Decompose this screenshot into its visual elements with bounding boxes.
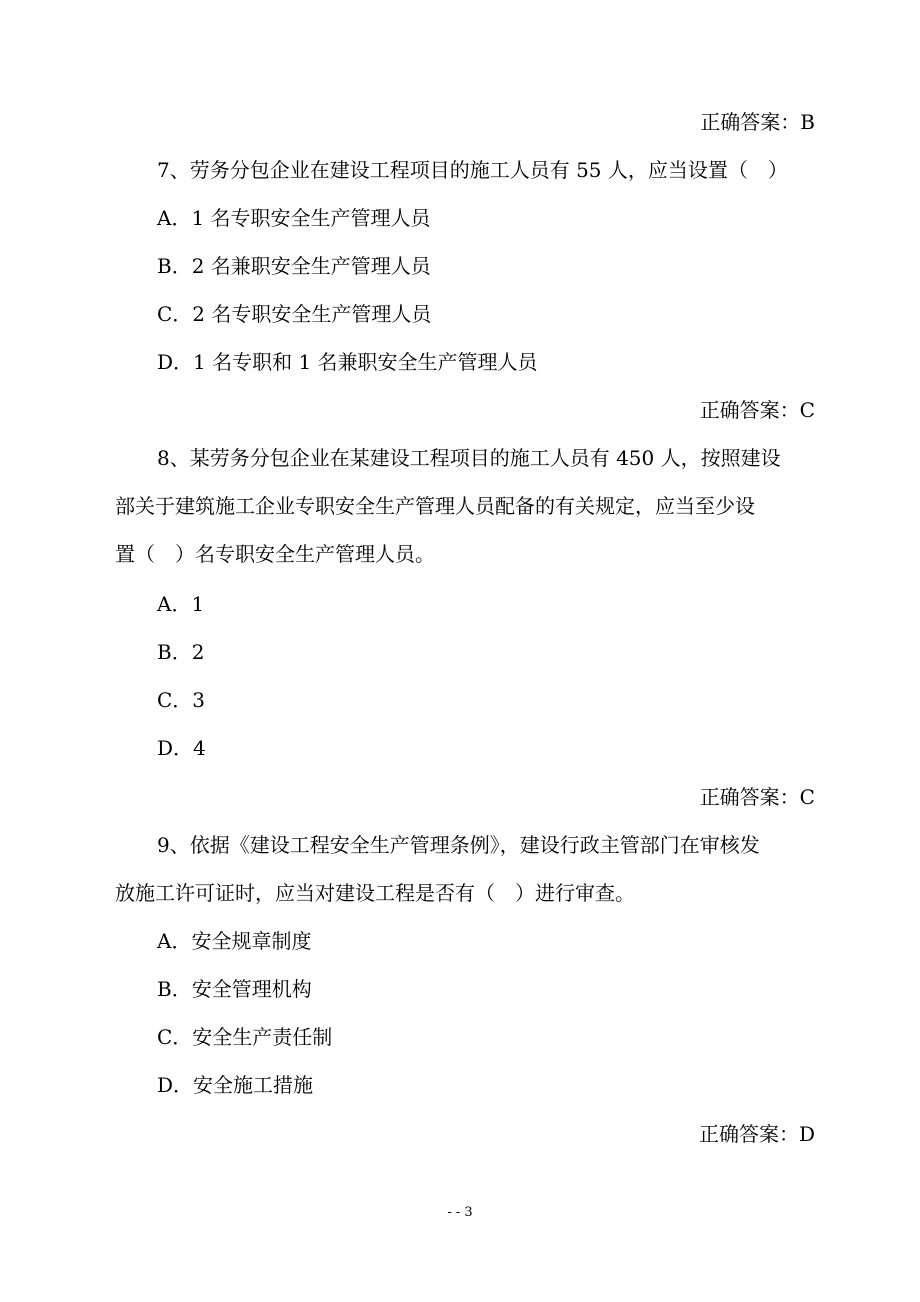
question-8-option-a: A．1 (157, 592, 205, 616)
answer-q9: 正确答案：D (698, 1122, 815, 1146)
question-9-stem-line-1: 9、依据《建设工程安全生产管理条例》，建设行政主管部门在审核发 (157, 833, 760, 857)
question-9-stem-line-2: 放施工许可证时，应当对建设工程是否有（ ）进行审查。 (115, 881, 635, 905)
question-9-option-d: D．安全施工措施 (157, 1073, 314, 1097)
answer-q8: 正确答案：C (699, 785, 815, 809)
question-7-stem: 7、劳务分包企业在建设工程项目的施工人员有 55 人，应当设置（ ） (157, 158, 788, 182)
question-8-option-b: B．2 (157, 640, 205, 664)
question-9-option-b: B．安全管理机构 (157, 977, 312, 1001)
question-9-option-a: A．安全规章制度 (157, 929, 312, 953)
question-8-stem-line-3: 置（ ）名专职安全生产管理人员。 (115, 542, 435, 566)
question-8-option-c: C．3 (157, 688, 206, 712)
question-7-option-d: D．1 名专职和 1 名兼职安全生产管理人员 (157, 350, 538, 374)
page-number: - - 3 (447, 1205, 473, 1220)
question-8-option-d: D．4 (157, 736, 206, 760)
question-8-stem-line-2: 部关于建筑施工企业专职安全生产管理人员配备的有关规定，应当至少设 (115, 494, 755, 518)
question-8-stem-line-1: 8、某劳务分包企业在某建设工程项目的施工人员有 450 人，按照建设 (157, 446, 781, 470)
answer-q7: 正确答案：C (699, 398, 815, 422)
question-7-option-c: C．2 名专职安全生产管理人员 (157, 302, 432, 326)
question-7-option-b: B．2 名兼职安全生产管理人员 (157, 254, 431, 278)
question-9-option-c: C．安全生产责任制 (157, 1025, 333, 1049)
question-7-option-a: A．1 名专职安全生产管理人员 (157, 206, 431, 230)
answer-q6: 正确答案：B (700, 110, 815, 134)
